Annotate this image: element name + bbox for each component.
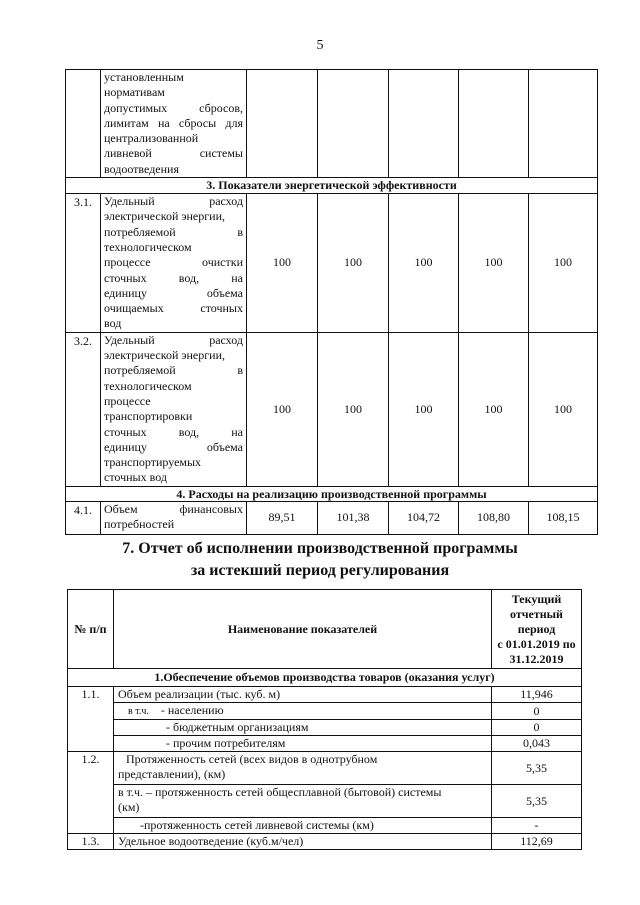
indicator-label: Объем реализации (тыс. куб. м) bbox=[114, 687, 492, 703]
desc-line: Объем финансовых bbox=[104, 501, 243, 516]
section-row bbox=[66, 178, 598, 194]
desc-line: сточных вод bbox=[104, 470, 167, 485]
desc-line: единицу объема bbox=[104, 439, 243, 454]
period-line: отчетный bbox=[510, 607, 563, 621]
desc-line: установленным bbox=[104, 70, 184, 84]
table-row bbox=[68, 785, 582, 818]
value-cell: 100 bbox=[459, 332, 529, 486]
value-cell: 5,35 bbox=[492, 752, 582, 785]
desc-line: технологическом bbox=[104, 378, 192, 393]
label-text: - населению bbox=[160, 703, 224, 717]
section-7-title-line: 7. Отчет об исполнении производственной программы bbox=[122, 540, 518, 557]
value-cell: 100 bbox=[389, 194, 459, 333]
indicator-label: - прочим потребителям bbox=[114, 736, 492, 752]
section-7-title-line: за истекший период регулирования bbox=[190, 562, 450, 579]
table-row bbox=[66, 70, 598, 178]
indicator-label: -протяженность сетей ливневой системы (км) bbox=[114, 818, 492, 834]
energy-indicators-table bbox=[65, 69, 598, 535]
row-number: 3.1. bbox=[66, 194, 101, 333]
value-cell: 112,69 bbox=[492, 834, 582, 850]
indicator-label: - бюджетным организациям bbox=[114, 720, 492, 736]
desc-line: электрической энергии, bbox=[104, 348, 226, 363]
row-number: 1.2. bbox=[68, 752, 114, 834]
desc-line: Удельный расход bbox=[104, 332, 243, 347]
section-row bbox=[66, 486, 598, 501]
indicator-label bbox=[114, 785, 492, 818]
desc-line: процессе очистки bbox=[104, 255, 243, 270]
indicator-description bbox=[101, 194, 247, 333]
value-cell: 0,043 bbox=[492, 736, 582, 752]
desc-line: единицу объема bbox=[104, 285, 243, 300]
label-line: Протяженность сетей (всех видов в однотрубном bbox=[126, 752, 378, 766]
indicator-description bbox=[101, 70, 247, 178]
row-number-cell bbox=[66, 70, 101, 178]
value-cell: - bbox=[492, 818, 582, 834]
desc-line: Удельный расход bbox=[104, 194, 243, 209]
page-number: 5 bbox=[316, 38, 324, 53]
table-row bbox=[66, 194, 598, 333]
table-row bbox=[66, 501, 598, 534]
desc-line: ливневой системы bbox=[104, 146, 243, 161]
header-number: № п/п bbox=[68, 590, 114, 669]
table-row bbox=[68, 752, 582, 785]
indicator-label bbox=[114, 703, 492, 720]
period-line: Текущий bbox=[511, 592, 562, 606]
desc-line: транспортируемых bbox=[104, 455, 202, 470]
row-number: 4.1. bbox=[66, 501, 101, 534]
program-report-table bbox=[67, 589, 582, 850]
desc-line: технологическом bbox=[104, 239, 192, 254]
section-7-title bbox=[0, 538, 640, 582]
value-cell: 100 bbox=[247, 332, 318, 486]
indicator-label bbox=[114, 752, 492, 785]
desc-line: электрической энергии, bbox=[104, 209, 226, 224]
value-cell: 100 bbox=[318, 194, 389, 333]
value-cell: 100 bbox=[318, 332, 389, 486]
label-line: в т.ч. – протяженность сетей общесплавной (бытовой) системы bbox=[118, 785, 442, 799]
row-number: 1.3. bbox=[68, 834, 114, 850]
indicator-label: Удельное водоотведение (куб.м/чел) bbox=[114, 834, 492, 850]
value-cell: 100 bbox=[459, 194, 529, 333]
value-cell: 5,35 bbox=[492, 785, 582, 818]
desc-line: процессе bbox=[104, 393, 151, 408]
value-cell: 100 bbox=[529, 332, 598, 486]
table-row bbox=[68, 703, 582, 720]
row-number: 3.2. bbox=[66, 332, 101, 486]
value-cell: 11,946 bbox=[492, 687, 582, 703]
desc-line: нормативам bbox=[104, 85, 165, 100]
label-prefix: в т.ч. bbox=[128, 706, 149, 717]
desc-line: очищаемых сточных bbox=[104, 301, 243, 316]
desc-line: потребляемой в bbox=[104, 224, 243, 239]
header-period bbox=[492, 590, 582, 669]
desc-line: сточных вод, на bbox=[104, 270, 243, 285]
table-row bbox=[68, 720, 582, 736]
value-cell: 108,80 bbox=[459, 501, 529, 534]
desc-line: транспортировки bbox=[104, 409, 193, 424]
section-heading-3: 3. Показатели энергетической эффективности bbox=[66, 178, 598, 194]
value-cell: 89,51 bbox=[247, 501, 318, 534]
header-row bbox=[68, 590, 582, 669]
indicator-description bbox=[101, 332, 247, 486]
table-row bbox=[68, 736, 582, 752]
value-cell: 104,72 bbox=[389, 501, 459, 534]
period-line: период bbox=[517, 622, 556, 636]
value-cell: 100 bbox=[529, 194, 598, 333]
indicator-description bbox=[101, 501, 247, 534]
value-cell: 108,15 bbox=[529, 501, 598, 534]
value-cell: 100 bbox=[247, 194, 318, 333]
row-number: 1.1. bbox=[68, 687, 114, 752]
label-line: представлении), (км) bbox=[118, 767, 226, 781]
section-heading-1: 1.Обеспечение объемов производства товаров (оказания услуг) bbox=[68, 669, 582, 687]
desc-line: сточных вод, на bbox=[104, 424, 243, 439]
value-cell: 100 bbox=[389, 332, 459, 486]
desc-line: водоотведения bbox=[104, 161, 179, 176]
table-row bbox=[66, 332, 598, 486]
table-row bbox=[68, 687, 582, 703]
desc-line: допустимых сбросов, bbox=[104, 100, 243, 115]
desc-line: централизованной bbox=[104, 131, 199, 146]
section-row bbox=[68, 669, 582, 687]
value-cell: 0 bbox=[492, 703, 582, 720]
period-line: 31.12.2019 bbox=[509, 652, 564, 666]
table-row bbox=[68, 818, 582, 834]
value-cell: 101,38 bbox=[318, 501, 389, 534]
value-cell: 0 bbox=[492, 720, 582, 736]
section-heading-4: 4. Расходы на реализацию производственной программы bbox=[66, 486, 598, 501]
desc-line: вод bbox=[104, 316, 122, 331]
header-name: Наименование показателей bbox=[114, 590, 492, 669]
desc-line: потребностей bbox=[104, 517, 175, 532]
label-line: (км) bbox=[118, 800, 140, 814]
period-line: с 01.01.2019 по bbox=[497, 637, 576, 651]
desc-line: потребляемой в bbox=[104, 363, 243, 378]
desc-line: лимитам на сбросы для bbox=[104, 115, 243, 130]
table-row bbox=[68, 834, 582, 850]
